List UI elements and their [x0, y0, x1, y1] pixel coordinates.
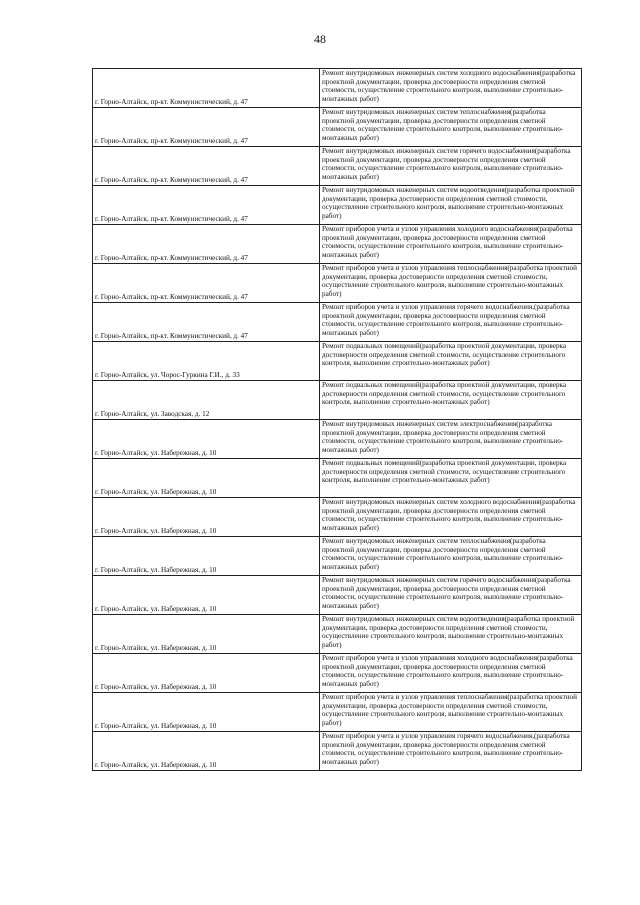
address-cell: г. Горно-Алтайск, пр-кт. Коммунистический, д. 47	[93, 225, 320, 264]
work-description-cell: Ремонт внутридомовых инженерных систем электроснабжения(разработка проектной документации, проверка достоверности определения сметной стоимости, осуществление строительного контроля, выполнение строительно-монтажных работ)	[320, 420, 582, 459]
address-cell: г. Горно-Алтайск, ул. Набережная, д. 10	[93, 420, 320, 459]
work-description-cell: Ремонт приборов учета и узлов управления холодного водоснабжения(разработка проектной документации, проверка достоверности определения сметной стоимости, осуществление строительного контроля, выполнение строительно-монтажных работ)	[320, 654, 582, 693]
work-description-cell: Ремонт приборов учета и узлов управления теплоснабжения(разработка проектной документации, проверка достоверности определения сметной стоимости, осуществление строительного контроля, выполнение строительно-монтажных работ)	[320, 264, 582, 303]
address-cell: г. Горно-Алтайск, ул. Набережная, д. 10	[93, 654, 320, 693]
works-table-body	[93, 69, 582, 771]
table-row	[93, 303, 582, 342]
work-description-cell: Ремонт внутридомовых инженерных систем водоотведения(разработка проектной документации, проверка достоверности определения сметной стоимости, осуществление строительного контроля, выполнение строительно-монтажных работ)	[320, 615, 582, 654]
table-row	[93, 69, 582, 108]
address-cell: г. Горно-Алтайск, пр-кт. Коммунистический, д. 47	[93, 108, 320, 147]
address-cell: г. Горно-Алтайск, ул. Набережная, д. 10	[93, 537, 320, 576]
work-description-cell: Ремонт внутридомовых инженерных систем теплоснабжения(разработка проектной документации, проверка достоверности определения сметной стоимости, осуществление строительного контроля, выполнение строительно-монтажных работ)	[320, 537, 582, 576]
table-row	[93, 459, 582, 498]
table-row	[93, 342, 582, 381]
table-row	[93, 654, 582, 693]
work-description-cell: Ремонт внутридомовых инженерных систем теплоснабжения(разработка проектной документации, проверка достоверности определения сметной стоимости, осуществление строительного контроля, выполнение строительно-монтажных работ)	[320, 108, 582, 147]
table-row	[93, 381, 582, 420]
works-table	[92, 68, 582, 771]
address-cell: г. Горно-Алтайск, ул. Набережная, д. 10	[93, 732, 320, 771]
address-cell: г. Горно-Алтайск, пр-кт. Коммунистический, д. 47	[93, 147, 320, 186]
work-description-cell: Ремонт подвальных помещений(разработка проектной документации, проверка достоверности определения сметной стоимости, осуществление строительного контроля, выполнение строительно-монтажных работ)	[320, 342, 582, 381]
address-cell: г. Горно-Алтайск, пр-кт. Коммунистический, д. 47	[93, 264, 320, 303]
address-cell: г. Горно-Алтайск, ул. Заводская, д. 12	[93, 381, 320, 420]
work-description-cell: Ремонт внутридомовых инженерных систем холодного водоснабжения(разработка проектной документации, проверка достоверности определения сметной стоимости, осуществление строительного контроля, выполнение строительно-монтажных работ)	[320, 69, 582, 108]
address-cell: г. Горно-Алтайск, ул. Набережная, д. 10	[93, 498, 320, 537]
table-row	[93, 420, 582, 459]
address-cell: г. Горно-Алтайск, пр-кт. Коммунистический, д. 47	[93, 69, 320, 108]
page-number: 48	[314, 32, 326, 46]
address-cell: г. Горно-Алтайск, ул. Набережная, д. 10	[93, 693, 320, 732]
table-row	[93, 498, 582, 537]
work-description-cell: Ремонт приборов учета и узлов управления горячего водоснабжения,(разработка проектной документации, проверка достоверности определения сметной стоимости, осуществление строительного контроля, выполнение строительно-монтажных работ)	[320, 303, 582, 342]
work-description-cell: Ремонт внутридомовых инженерных систем холодного водоснабжения(разработка проектной документации, проверка достоверности определения сметной стоимости, осуществление строительного контроля, выполнение строительно-монтажных работ)	[320, 498, 582, 537]
work-description-cell: Ремонт приборов учета и узлов управления теплоснабжения(разработка проектной документации, проверка достоверности определения сметной стоимости, осуществление строительного контроля, выполнение строительно-монтажных работ)	[320, 693, 582, 732]
table-row	[93, 693, 582, 732]
work-description-cell: Ремонт подвальных помещений(разработка проектной документации, проверка достоверности определения сметной стоимости, осуществление строительного контроля, выполнение строительно-монтажных работ)	[320, 459, 582, 498]
table-row	[93, 576, 582, 615]
table-row	[93, 186, 582, 225]
table-row	[93, 147, 582, 186]
work-description-cell: Ремонт внутридомовых инженерных систем горячего водоснабжения(разработка проектной документации, проверка достоверности определения сметной стоимости, осуществление строительного контроля, выполнение строительно-монтажных работ)	[320, 147, 582, 186]
address-cell: г. Горно-Алтайск, ул. Набережная, д. 10	[93, 576, 320, 615]
address-cell: г. Горно-Алтайск, ул. Чорос-Гуркина Г.И., д. 33	[93, 342, 320, 381]
work-description-cell: Ремонт внутридомовых инженерных систем водоотведения(разработка проектной документации, проверка достоверности определения сметной стоимости, осуществление строительного контроля, выполнение строительно-монтажных работ)	[320, 186, 582, 225]
table-row	[93, 615, 582, 654]
table-row	[93, 264, 582, 303]
address-cell: г. Горно-Алтайск, пр-кт. Коммунистический, д. 47	[93, 186, 320, 225]
work-description-cell: Ремонт внутридомовых инженерных систем горячего водоснабжения(разработка проектной документации, проверка достоверности определения сметной стоимости, осуществление строительного контроля, выполнение строительно-монтажных работ)	[320, 576, 582, 615]
table-row	[93, 537, 582, 576]
table-row	[93, 225, 582, 264]
address-cell: г. Горно-Алтайск, ул. Набережная, д. 10	[93, 615, 320, 654]
work-description-cell: Ремонт приборов учета и узлов управления холодного водоснабжения(разработка проектной документации, проверка достоверности определения сметной стоимости, осуществление строительного контроля, выполнение строительно-монтажных работ)	[320, 225, 582, 264]
address-cell: г. Горно-Алтайск, пр-кт. Коммунистический, д. 47	[93, 303, 320, 342]
work-description-cell: Ремонт приборов учета и узлов управления горячего водоснабжения,(разработка проектной документации, проверка достоверности определения сметной стоимости, осуществление строительного контроля, выполнение строительно-монтажных работ)	[320, 732, 582, 771]
table-row	[93, 732, 582, 771]
work-description-cell: Ремонт подвальных помещений(разработка проектной документации, проверка достоверности определения сметной стоимости, осуществление строительного контроля, выполнение строительно-монтажных работ)	[320, 381, 582, 420]
table-row	[93, 108, 582, 147]
address-cell: г. Горно-Алтайск, ул. Набережная, д. 10	[93, 459, 320, 498]
